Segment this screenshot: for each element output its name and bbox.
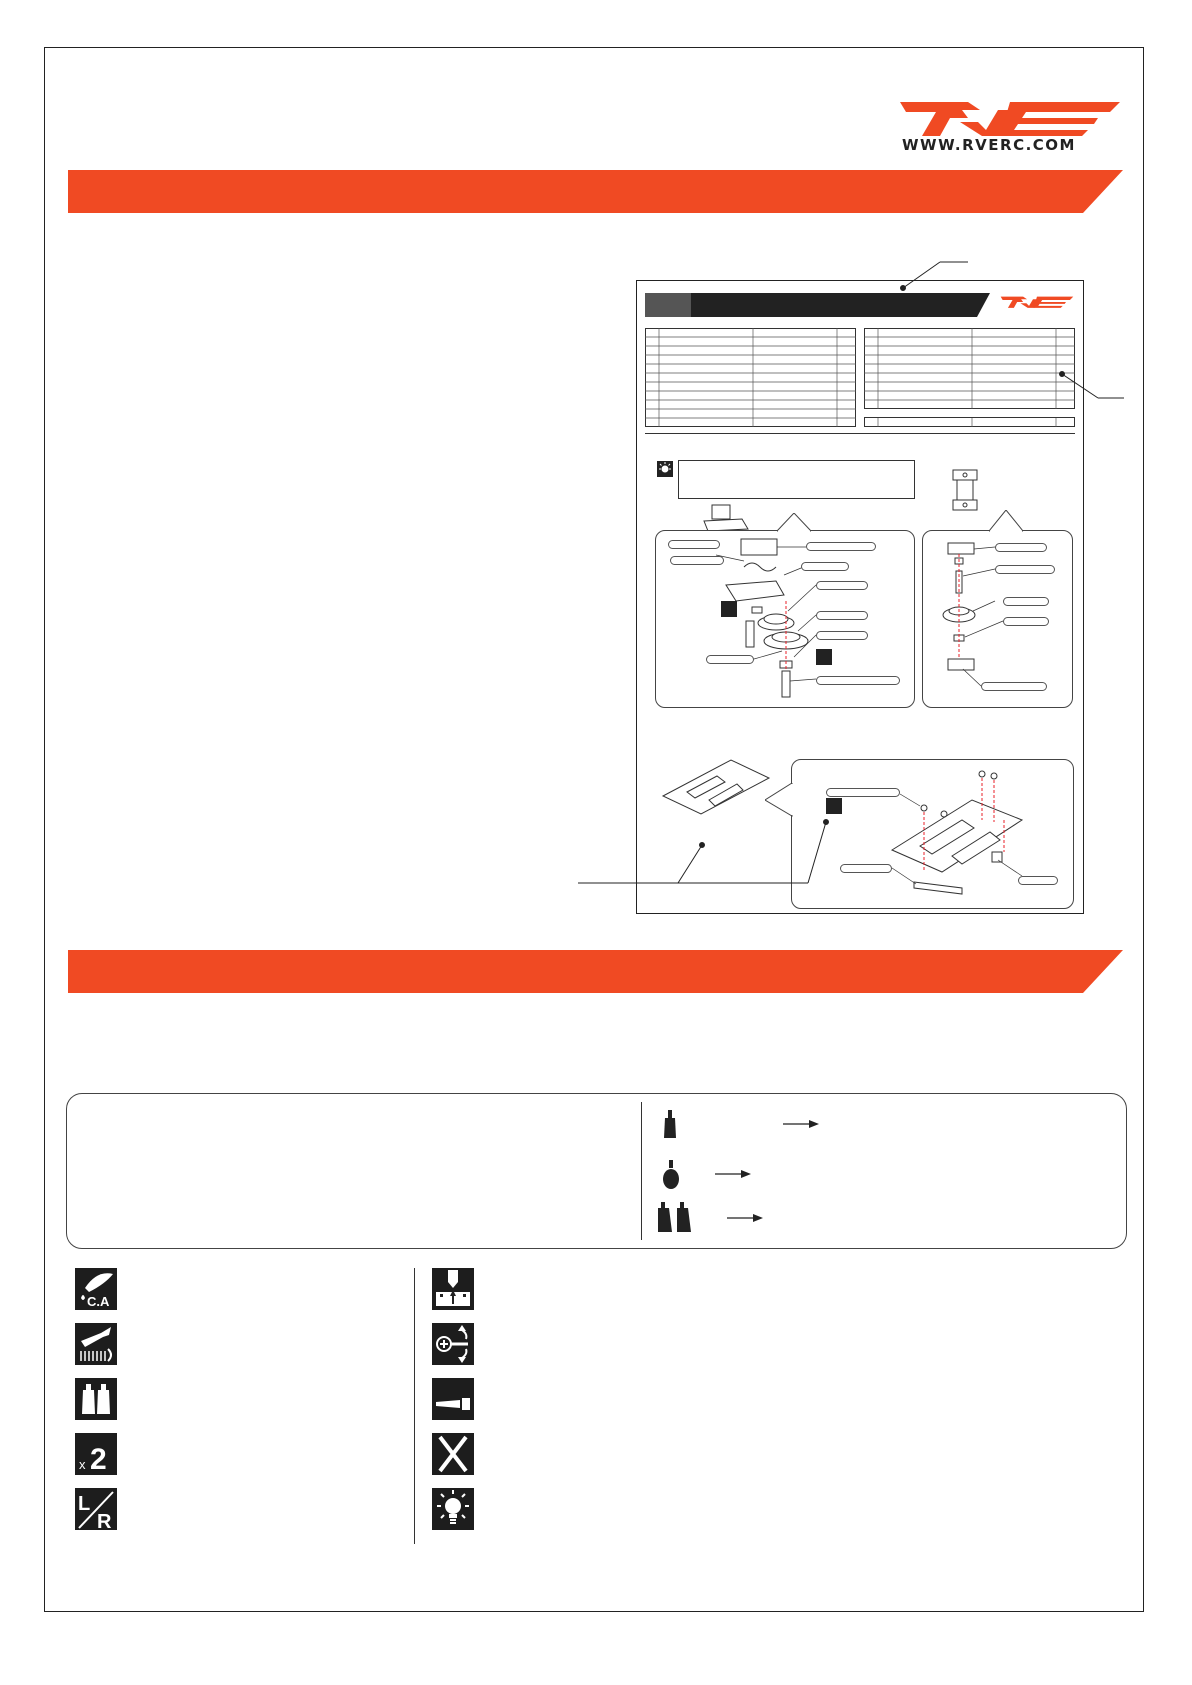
svg-text:C.A: C.A: [87, 1294, 110, 1309]
tool-icon: [432, 1378, 474, 1420]
left-right-icon: [75, 1488, 117, 1530]
trim-icon: [432, 1268, 474, 1310]
svg-text:R: R: [97, 1511, 112, 1530]
tip-bulb-icon: [432, 1488, 474, 1530]
ca-glue-icon: [75, 1268, 117, 1310]
arrow-icon: [715, 1169, 751, 1179]
grease-bottles-icon: [75, 1378, 117, 1420]
svg-text:L: L: [78, 1493, 91, 1515]
thread-lock-bottle-icon: [661, 1108, 679, 1140]
section-header-bar-2: [68, 950, 1123, 993]
grease-bottles-small-icon: [657, 1200, 693, 1234]
thread-lock-legend-box: [66, 1093, 1127, 1249]
icon-legend-divider: [414, 1268, 415, 1544]
thread-lock-icon: [75, 1323, 117, 1365]
arrow-icon: [783, 1119, 819, 1129]
logo-url: WWW.RVERC.COM: [902, 136, 1076, 154]
arrow-icon: [727, 1213, 763, 1223]
screw-tighten-icon: [432, 1323, 474, 1365]
svg-text:x: x: [79, 1457, 86, 1472]
svg-text:2: 2: [90, 1443, 107, 1475]
legend-divider: [641, 1102, 642, 1240]
ca-glue-bottle-icon: [661, 1158, 681, 1190]
repeat-x2-icon: [75, 1433, 117, 1475]
do-not-icon: [432, 1433, 474, 1475]
